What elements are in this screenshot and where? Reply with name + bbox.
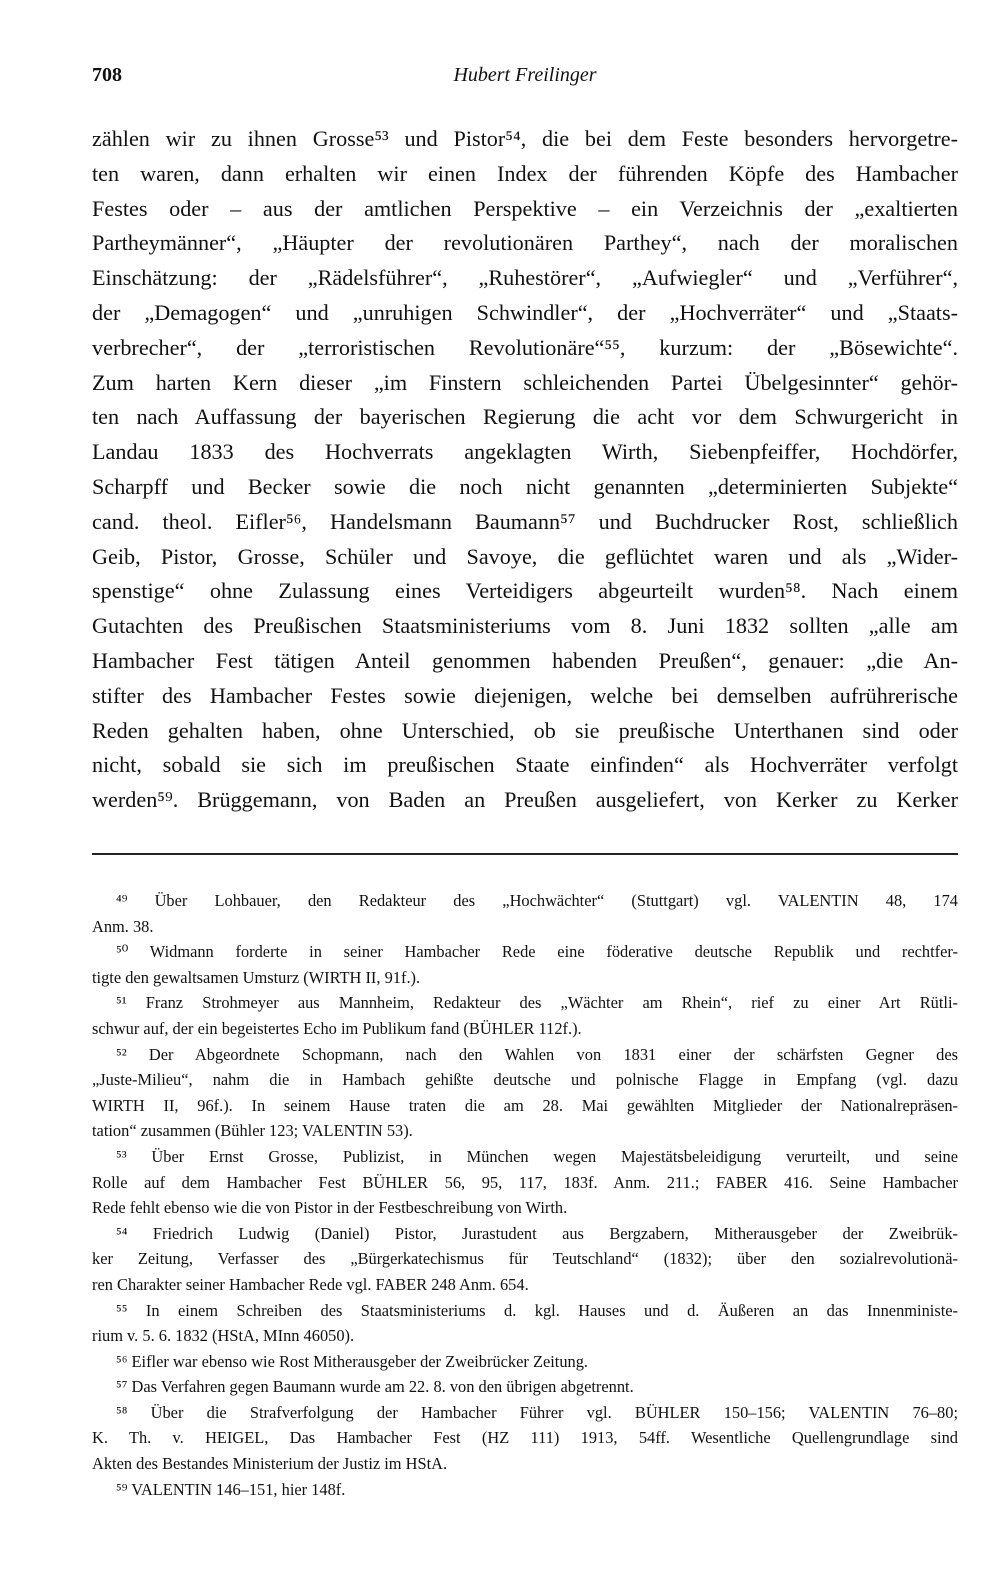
body-line: Einschätzung: der „Rädelsführer“, „Ruhestörer“, „Aufwiegler“ und „Verführer“, — [92, 265, 958, 291]
footnote-line: ⁵² Der Abgeordnete Schopmann, nach den Wahlen von 1831 einer der schärfsten Gegner des — [116, 1044, 958, 1064]
footnote-line: Akten des Bestandes Ministerium der Justiz im HStA. — [92, 1454, 448, 1474]
footnote-line: Rede fehlt ebenso wie die von Pistor in der Festbeschreibung von Wirth. — [92, 1198, 568, 1218]
footnote-line: ⁵⁴ Friedrich Ludwig (Daniel) Pistor, Jurastudent aus Bergzabern, Mitherausgeber der Zweibrük- — [116, 1223, 958, 1243]
footnote-line: ⁵⁷ Das Verfahren gegen Baumann wurde am 22. 8. von den übrigen abgetrennt. — [116, 1377, 634, 1397]
body-line: Zum harten Kern dieser „im Finstern schleichenden Partei Übelgesinnter“ gehör- — [92, 369, 958, 395]
footnote-line: ⁵³ Über Ernst Grosse, Publizist, in München wegen Majestätsbeleidigung verurteilt, und seine — [116, 1146, 958, 1166]
footnote-line: ⁵⁰ Widmann forderte in seiner Hambacher Rede eine föderative deutsche Republik und rechtfer- — [116, 942, 958, 962]
body-line: Scharpff und Becker sowie die noch nicht genannten „determinierten Subjekte“ — [92, 473, 958, 499]
body-line: ten nach Auffassung der bayerischen Regierung die acht vor dem Schwurgericht in — [92, 404, 958, 430]
page-number: 708 — [92, 64, 122, 86]
body-line: Geib, Pistor, Grosse, Schüler und Savoye, die geflüchtet waren und als „Wider- — [92, 543, 958, 569]
body-line: Gutachten des Preußischen Staatsministeriums vom 8. Juni 1832 sollten „alle am — [92, 613, 958, 639]
footnotes — [92, 888, 958, 1502]
body-line: ten waren, dann erhalten wir einen Index der führenden Köpfe des Hambacher — [92, 160, 958, 186]
footnote-line: ⁵⁸ Über die Strafverfolgung der Hambacher Führer vgl. BÜHLER 150–156; VALENTIN 76–80; — [116, 1402, 958, 1422]
footnote-line: ⁵⁹ VALENTIN 146–151, hier 148f. — [116, 1479, 346, 1499]
footnote-line: K. Th. v. HEIGEL, Das Hambacher Fest (HZ 111) 1913, 54ff. Wesentliche Quellengrundlage sind — [92, 1428, 958, 1448]
body-line: werden⁵⁹. Brüggemann, von Baden an Preußen ausgeliefert, von Kerker zu Kerker — [92, 787, 958, 813]
footnote-rule — [92, 853, 958, 855]
body-line: Partheymänner“, „Häupter der revolutionären Parthey“, nach der moralischen — [92, 230, 958, 256]
footnote-line: „Juste-Milieu“, nahm die in Hambach gehißte deutsche und polnische Flagge in Empfang (vgl. dazu — [92, 1070, 958, 1090]
body-line: zählen wir zu ihnen Grosse⁵³ und Pistor⁵⁴, die bei dem Feste besonders hervorgetre- — [92, 126, 958, 151]
body-line: spenstige“ ohne Zulassung eines Verteidigers abgeurteilt wurden⁵⁸. Nach einem — [92, 578, 958, 604]
page-header — [92, 64, 958, 94]
body-line: Festes oder – aus der amtlichen Perspektive – ein Verzeichnis der „exaltierten — [92, 195, 958, 221]
body-line: der „Demagogen“ und „unruhigen Schwindler“, der „Hochverräter“ und „Staats- — [92, 299, 958, 325]
body-line: Reden gehalten haben, ohne Unterschied, ob sie preußische Unterthanen sind oder — [92, 717, 958, 743]
body-line: verbrecher“, der „terroristischen Revolutionäre“⁵⁵, kurzum: der „Bösewichte“. — [92, 334, 958, 360]
footnote-line: tigte den gewaltsamen Umsturz (WIRTH II, 91f.). — [92, 967, 421, 987]
footnote-line: ren Charakter seiner Hambacher Rede vgl. FABER 248 Anm. 654. — [92, 1274, 529, 1294]
running-head: Hubert Freilinger — [453, 64, 597, 86]
footnote-line: ker Zeitung, Verfasser des „Bürgerkatechismus für Teutschland“ (1832); über den sozialrevolutionä- — [92, 1249, 958, 1269]
footnote-line: WIRTH II, 96f.). In seinem Hause traten die am 28. Mai gewählten Mitglieder der Nationalrepräsen- — [92, 1095, 958, 1115]
body-line: Hambacher Fest tätigen Anteil genommen habenden Preußen“, genauer: „die An- — [92, 647, 958, 673]
footnote-line: Anm. 38. — [92, 916, 154, 936]
footnote-line: tation“ zusammen (Bühler 123; VALENTIN 53). — [92, 1121, 413, 1141]
body-text — [92, 122, 958, 818]
footnote-line: rium v. 5. 6. 1832 (HStA, MInn 46050). — [92, 1326, 355, 1346]
footnote-line: ⁵⁶ Eifler war ebenso wie Rost Mitherausgeber der Zweibrücker Zeitung. — [116, 1351, 589, 1371]
body-line: stifter des Hambacher Festes sowie diejenigen, welche bei demselben aufrührerische — [92, 682, 958, 708]
footnote-line: ⁵¹ Franz Strohmeyer aus Mannheim, Redakteur des „Wächter am Rhein“, rief zu einer Art Rütli- — [116, 993, 958, 1013]
footnote-line: ⁵⁵ In einem Schreiben des Staatsministeriums d. kgl. Hauses und d. Äußeren an das Innenministe- — [116, 1300, 958, 1320]
footnote-line: schwur auf, der ein begeistertes Echo im Publikum fand (BÜHLER 112f.). — [92, 1018, 582, 1038]
body-line: nicht, sobald sie sich im preußischen Staate einfinden“ als Hochverräter verfolgt — [92, 752, 958, 778]
body-line: Landau 1833 des Hochverrats angeklagten Wirth, Siebenpfeiffer, Hochdörfer, — [92, 439, 958, 465]
footnote-line: Rolle auf dem Hambacher Fest BÜHLER 56, 95, 117, 183f. Anm. 211.; FABER 416. Seine Hambacher — [92, 1172, 958, 1192]
footnote-line: ⁴⁹ Über Lohbauer, den Redakteur des „Hochwächter“ (Stuttgart) vgl. VALENTIN 48, 174 — [116, 891, 958, 910]
body-line: cand. theol. Eifler⁵⁶, Handelsmann Baumann⁵⁷ und Buchdrucker Rost, schließlich — [92, 508, 958, 534]
